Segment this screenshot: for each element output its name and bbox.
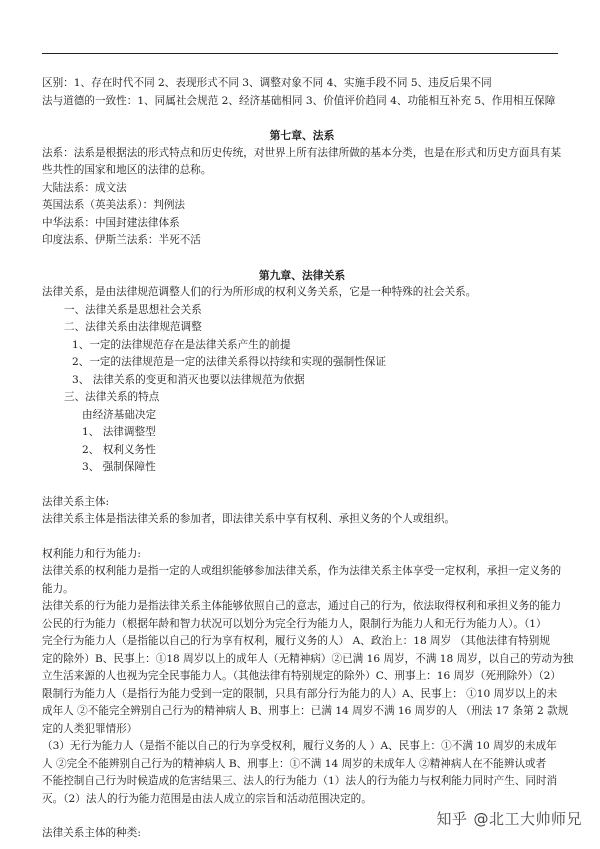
text-line: 成年人 ②不能完全辨别自己行为的精神病人 B、刑事上：已满 14 周岁不满 16 周岁的人 （刑法 17 条第 2 款规 [42,705,569,717]
text-line: 2、一定的法律规范是一定的法律关系得以持续和实现的强制性保证 [72,356,386,368]
text-line: 立生活来源的人也视为完全民事能力人。（其他法律有特别规定的除外）C、刑事上：16 周岁（死刑除外）（2） [42,670,561,682]
top-rule [42,53,558,54]
text-line: 大陆法系：成文法 [42,181,127,194]
text-line: 灭。（2）法人的行为能力范围是由法人成立的宗旨和活动范围决定的。 [42,792,372,805]
text-line: 法律关系的权利能力是指一定的人或组织能够参加法律关系，作为法律关系主体享受一定权利，承担一定义务的 [42,565,562,577]
section-heading: 第七章、法系 [269,129,335,142]
text-line: 法与道德的一致性：1、同属社会规范 2、经济基础相同 3、价值评价趋同 4、功能相互补充 5、作用相互保障 [42,94,556,107]
text-line: 能力。 [42,582,74,595]
text-line: 1、 法律调整型 [82,426,156,438]
text-line: （3）无行为能力人（是指不能以自己的行为享受权利，履行义务的人 ）A、民事上：①不满 10 周岁的未成年 [42,740,557,752]
spacer [42,477,562,494]
text-line: 法律关系主体的种类: [42,827,141,839]
text-line: 一、法律关系是思想社会关系 [64,303,202,316]
text-line: 法律关系的行为能力是指法律关系主体能够依照自己的意志，通过自己的行为，依法取得权利和承担义务的能力 [42,600,562,612]
text-line: 定的人类犯罪情形） [42,722,138,735]
watermark [436,808,582,829]
text-line: 1、一定的法律规范存在是法律关系产生的前提 [72,338,291,351]
text-line: 3、 强制保障性 [82,461,156,473]
spacer [42,529,562,546]
spacer [42,250,562,267]
text-line: 3、 法律关系的变更和消灭也要以法律规范为依据 [72,373,305,386]
text-line: 中华法系：中国封建法律体系 [42,216,180,229]
text-line: 印度法系、伊斯兰法系：半死不活 [42,234,201,246]
text-line: 人 ②完全不能辨别自己行为的精神病人 B、刑事上：①不满 14 周岁的未成年人 ②精神病人在不能辨认或者 [42,757,547,770]
text-line: 法系：法系是根据法的形式特点和历史传统，对世界上所有法律所做的基本分类，也是在形式和历史方面具有某 [42,146,562,159]
text-line: 不能控制自己行为时候造成的危害结果三、法人的行为能力（1）法人的行为能力与权利能力同时产生、同时消 [42,775,558,787]
text-line: 由经济基础决定 [82,408,157,421]
text-line: 三、法律关系的特点 [64,391,160,403]
section-heading: 第九章、法律关系 [258,268,346,282]
text-line: 二、法律关系由法律规范调整 [64,321,202,333]
text-line: 法律关系主体: [42,495,110,508]
text-line: 英国法系（英美法系）：判例法 [42,199,186,211]
watermark-author: @北工大帅师兄 [473,810,582,828]
text-line: 法律关系主体是指法律关系的参加者，即法律关系中享有权利、承担义务的个人或组织。 [42,513,456,525]
text-line: 公民的行为能力（根据年龄和智力状况可以划分为完全行为能力人，限制行为能力人和无行为能力人）。（1） [42,617,547,630]
text-line: 些共性的国家和地区的法律的总称。 [42,164,212,176]
text-line: 权利能力和行为能力: [42,547,141,560]
text-line: 法律关系，是由法律规范调整人们的行为所形成的权利义务关系，它是一种特殊的社会关系。 [42,286,477,298]
text-line: 完全行为能力人（是指能以自己的行为享有权利，履行义务的人） A、政治上：18 周岁 （其他法律有特别规 [42,635,550,647]
text-line: 定的除外）B、民事上：①18 周岁以上的成年人（无精神病）②已满 16 周岁，不满 18 周岁，以自己的劳动为独 [42,652,574,665]
text-line: 限制行为能力人（是指行为能力受到一定的限制，只具有部分行为能力的人）A、民事上： ①10 周岁以上的未 [42,687,558,700]
watermark-brand: 知乎 [436,810,468,828]
spacer [42,110,562,127]
text-line: 2、 权利义务性 [82,443,156,456]
document-body [42,75,574,843]
text-line: 区别：1、存在时代不同 2、表现形式不同 3、调整对象不同 4、实施手段不同 5、违反后果不同 [42,77,492,89]
